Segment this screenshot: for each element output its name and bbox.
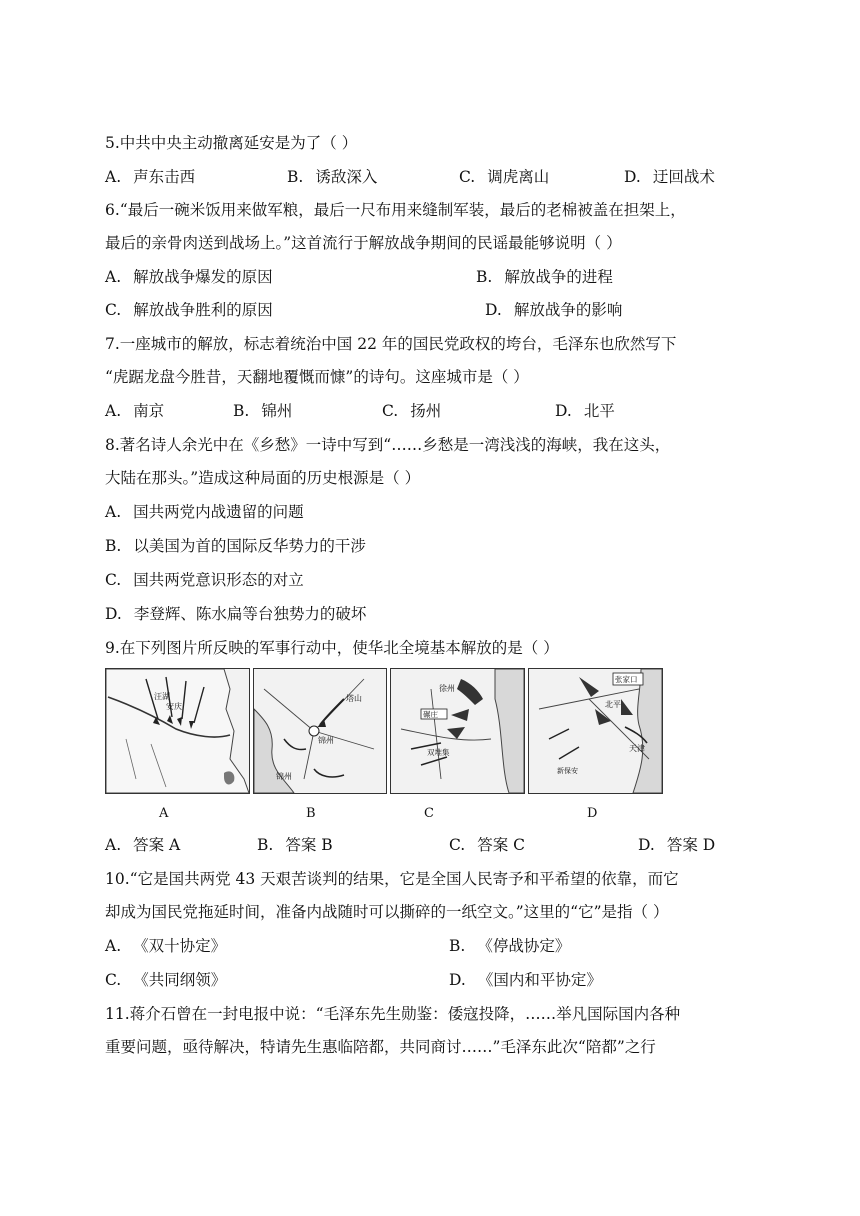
q5-option-b[interactable] — [287, 167, 377, 187]
q6-option-a[interactable] — [105, 267, 273, 287]
map-label-d: D — [587, 806, 598, 821]
q11-stem-line-2: 重要问题，亟待解决，特请先生惠临陪都，共同商讨……”毛泽东此次“陪都”之行 — [105, 1038, 656, 1056]
map-label-a: A — [159, 806, 169, 821]
option-letter: B. — [449, 937, 466, 955]
q8-option-b[interactable] — [105, 536, 366, 556]
map-c-attack-wedges — [447, 709, 469, 739]
map-label-b: B — [306, 806, 316, 821]
map-c-drawing — [391, 669, 524, 793]
q7-stem-line-2: “虎踞龙盘今胜昔，天翻地覆慨而慷”的诗句。这座城市是（ ） — [105, 368, 529, 386]
q11-stem-line-1: 11.蒋介石曾在一封电报中说：“毛泽东先生勋鉴：倭寇投降，……举凡国际国内各种 — [105, 1005, 681, 1023]
map-b-image — [253, 668, 387, 794]
map-d-sea — [633, 669, 662, 793]
map-b-drawing — [254, 669, 386, 793]
q5-option-c[interactable] — [459, 167, 549, 187]
option-letter: B. — [257, 836, 274, 854]
option-text: 国共两党意识形态的对立 — [133, 571, 304, 589]
option-letter: D. — [555, 402, 572, 420]
option-text: 《共同纲领》 — [133, 971, 227, 989]
option-text: 调虎离山 — [487, 168, 550, 186]
option-letter: A. — [105, 168, 122, 186]
q6-option-d[interactable] — [485, 300, 622, 320]
q6-stem-line-2: 最后的亲骨肉送到战场上。”这首流行于解放战争期间的民谣最能够说明（ ） — [105, 234, 622, 252]
option-letter: A. — [105, 836, 122, 854]
option-letter: C. — [459, 168, 476, 186]
q7-option-a[interactable] — [105, 401, 164, 421]
option-letter: D. — [105, 605, 122, 623]
q7-option-d[interactable] — [555, 401, 615, 421]
option-letter: D. — [485, 301, 502, 319]
q8-option-d[interactable] — [105, 604, 366, 624]
map-a-image — [105, 668, 250, 794]
q9-option-b[interactable] — [257, 835, 333, 855]
q10-stem-line-2: 却成为国民党拖延时间，准备内战随时可以撕碎的一纸空文。”这里的“它”是指（ ） — [105, 903, 669, 921]
map-b-place: 锦州 — [318, 736, 334, 745]
option-text: 答案 A — [133, 836, 181, 854]
map-d-place: 张家口 — [615, 675, 638, 684]
option-text: 迂回战术 — [652, 168, 715, 186]
map-label-c: C — [424, 806, 434, 821]
q9-option-c[interactable] — [449, 835, 525, 855]
map-a-place: 安庆 — [166, 702, 182, 711]
map-c-image — [390, 668, 525, 794]
map-b-place: 塔山 — [346, 694, 362, 703]
option-letter: C. — [105, 301, 122, 319]
option-text: 扬州 — [410, 402, 442, 420]
q7-option-b[interactable] — [233, 401, 292, 421]
option-letter: D. — [449, 971, 466, 989]
map-d-drawing — [529, 669, 662, 793]
option-letter: B. — [476, 268, 493, 286]
option-text: 《双十协定》 — [133, 937, 227, 955]
map-d-place: 天津 — [629, 744, 645, 753]
option-letter: D. — [638, 836, 655, 854]
option-text: 答案 C — [477, 836, 526, 854]
option-letter: C. — [449, 836, 466, 854]
option-text: 解放战争胜利的原因 — [133, 301, 273, 319]
option-letter: A. — [105, 503, 122, 521]
map-b-place: 锦州 — [276, 772, 292, 781]
q6-option-b[interactable] — [476, 267, 613, 287]
option-text: 北平 — [583, 402, 615, 420]
map-c-sea — [495, 669, 524, 793]
map-a-drawing — [106, 669, 249, 793]
q6-option-c[interactable] — [105, 300, 273, 320]
map-b-city-marker — [309, 726, 319, 736]
q8-option-a[interactable] — [105, 502, 304, 522]
option-text: 声东击西 — [133, 168, 196, 186]
map-b-attack-arrows — [284, 739, 344, 777]
map-d-place: 北平 — [605, 700, 621, 709]
option-text: 李登辉、陈水扁等台独势力的破坏 — [133, 605, 367, 623]
map-a-place: 汪湖 — [154, 692, 170, 701]
q10-option-c[interactable] — [105, 970, 226, 990]
q5-option-a[interactable] — [105, 167, 195, 187]
q8-stem-line-1: 8.著名诗人余光中在《乡愁》一诗中写到“……乡愁是一湾浅浅的海峡，我在这头， — [105, 436, 671, 454]
map-d-attack-arrows — [549, 729, 579, 759]
option-text: 解放战争的影响 — [513, 301, 623, 319]
option-text: 答案 D — [666, 836, 716, 854]
q10-stem-line-1: 10.“它是国共两党 43 天艰苦谈判的结果，它是全国人民寄予和平希望的依靠，而它 — [105, 870, 679, 888]
q9-option-d[interactable] — [638, 835, 715, 855]
option-text: 南京 — [133, 402, 165, 420]
q7-stem-line-1: 7.一座城市的解放，标志着统治中国 22 年的国民党政权的垮台，毛泽东也欣然写下 — [105, 335, 677, 353]
q9-stem: 9.在下列图片所反映的军事行动中，使华北全境基本解放的是（ ） — [105, 639, 559, 657]
map-c-attack-wedge — [457, 679, 483, 705]
option-letter: C. — [382, 402, 399, 420]
q5-stem: 5.中共中央主动撤离延安是为了（ ） — [105, 134, 358, 152]
map-c-place: 徐州 — [439, 684, 455, 693]
q10-option-a[interactable] — [105, 936, 226, 956]
option-text: 解放战争的进程 — [504, 268, 613, 286]
q5-option-d[interactable] — [624, 167, 715, 187]
q7-option-c[interactable] — [382, 401, 441, 421]
option-letter: C. — [105, 571, 122, 589]
q6-stem-line-1: 6.“最后一碗米饭用来做军粮，最后一尺布用来缝制军装，最后的老棉被盖在担架上， — [105, 201, 686, 219]
option-letter: B. — [287, 168, 304, 186]
q8-stem-line-2: 大陆在那头。”造成这种局面的历史根源是（ ） — [105, 469, 421, 487]
map-c-place: 双堆集 — [427, 748, 450, 757]
q8-option-c[interactable] — [105, 570, 304, 590]
option-text: 以美国为首的国际反华势力的干涉 — [133, 537, 366, 555]
option-text: 《国内和平协定》 — [477, 971, 602, 989]
option-text: 《停战协定》 — [477, 937, 571, 955]
q9-option-a[interactable] — [105, 835, 180, 855]
option-text: 锦州 — [261, 402, 293, 420]
q10-option-b[interactable] — [449, 936, 570, 956]
option-text: 解放战争爆发的原因 — [133, 268, 273, 286]
option-letter: A. — [105, 268, 122, 286]
q10-option-d[interactable] — [449, 970, 602, 990]
option-text: 答案 B — [285, 836, 333, 854]
map-d-place: 新保安 — [557, 767, 578, 775]
option-text: 国共两党内战遗留的问题 — [133, 503, 304, 521]
option-letter: B. — [105, 537, 122, 555]
map-c-place: 碾庄 — [423, 710, 438, 719]
option-letter: B. — [233, 402, 250, 420]
option-letter: C. — [105, 971, 122, 989]
option-letter: A. — [105, 402, 122, 420]
option-letter: D. — [624, 168, 641, 186]
map-d-image — [528, 668, 663, 794]
option-letter: A. — [105, 937, 122, 955]
option-text: 诱敌深入 — [315, 168, 378, 186]
